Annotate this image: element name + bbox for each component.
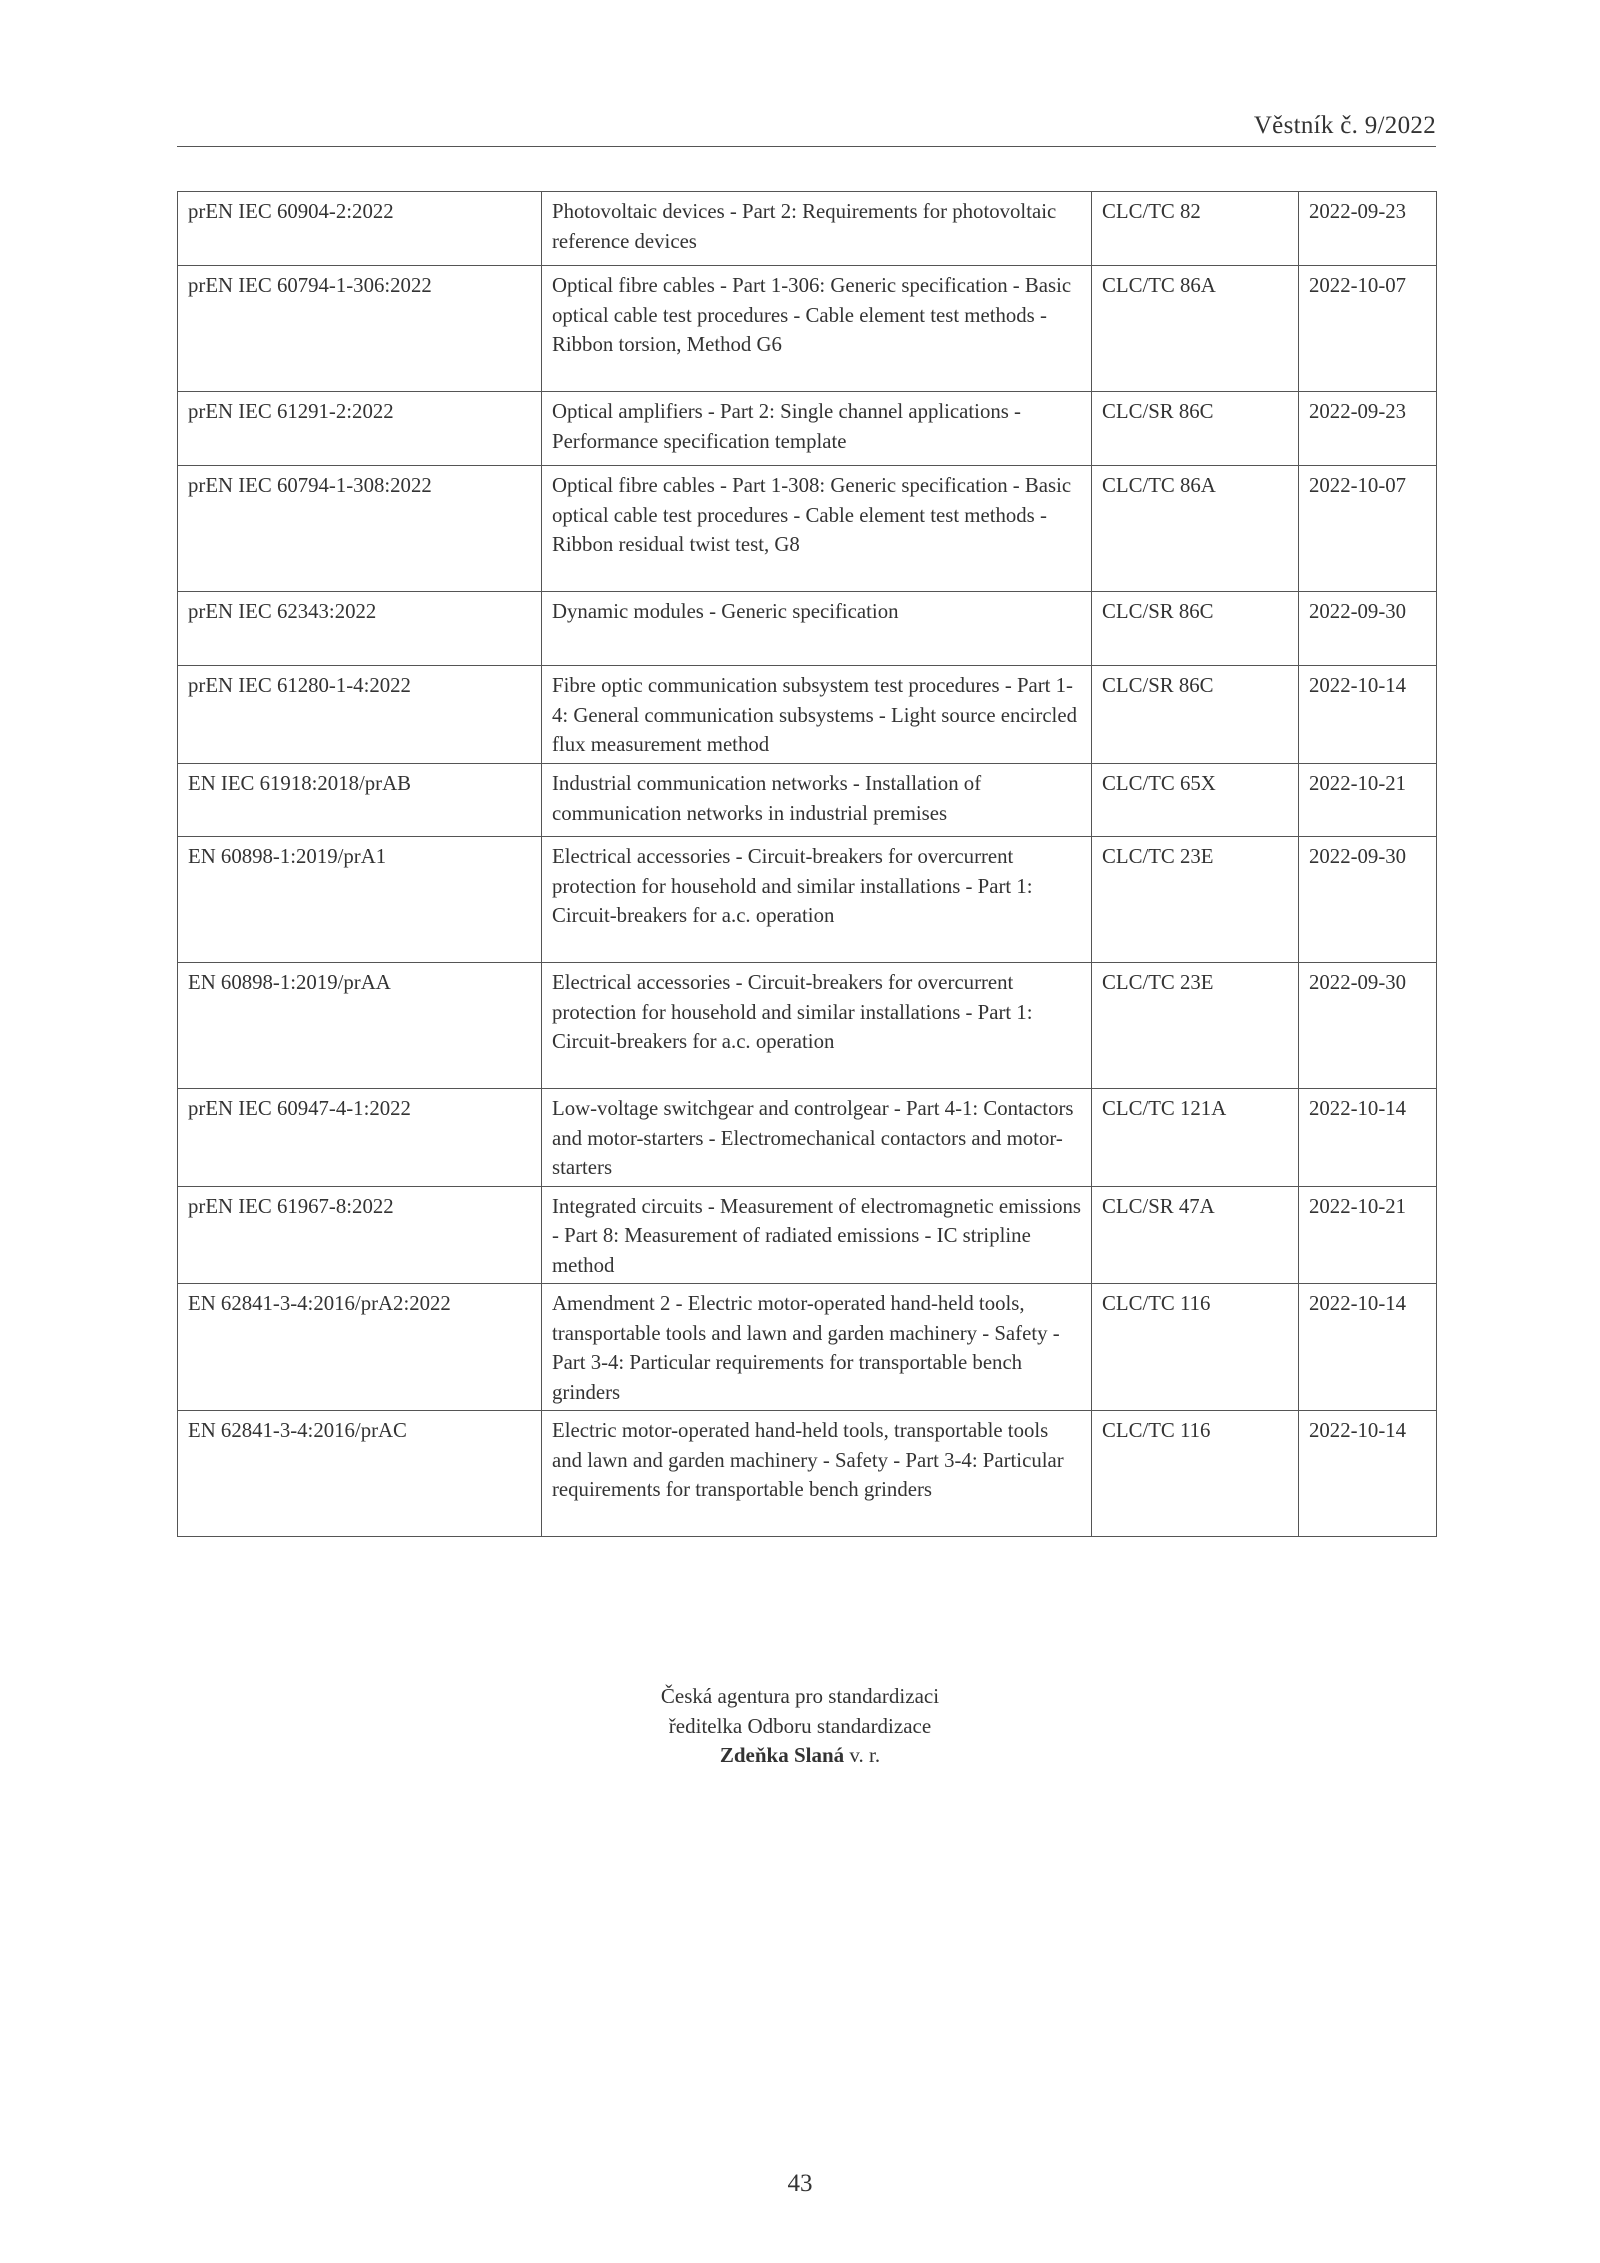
technical-committee: CLC/SR 86C: [1092, 392, 1299, 466]
standard-title: Optical fibre cables - Part 1-308: Generic specification - Basic optical cable test procedures - Cable element test methods - Ribbon residual twist test, G8: [542, 466, 1092, 592]
table-row: [178, 837, 1437, 963]
table-row: [178, 666, 1437, 764]
table-row: [178, 192, 1437, 266]
standard-code: prEN IEC 60794-1-308:2022: [178, 466, 542, 592]
standard-code: EN 60898-1:2019/prAA: [178, 963, 542, 1089]
standard-code: prEN IEC 60947-4-1:2022: [178, 1089, 542, 1187]
table-row: [178, 392, 1437, 466]
standard-code: EN 62841-3-4:2016/prA2:2022: [178, 1284, 542, 1411]
standard-title: Dynamic modules - Generic specification: [542, 592, 1092, 666]
table-row: [178, 266, 1437, 392]
standard-title: Electrical accessories - Circuit-breakers for overcurrent protection for household and similar installations - Part 1: Circuit-breakers for a.c. operation: [542, 837, 1092, 963]
deadline-date: 2022-10-21: [1299, 764, 1437, 837]
technical-committee: CLC/TC 65X: [1092, 764, 1299, 837]
page-header: [177, 112, 1436, 147]
standard-title: Fibre optic communication subsystem test procedures - Part 1-4: General communication subsystems - Light source encircled flux measurement method: [542, 666, 1092, 764]
deadline-date: 2022-09-30: [1299, 592, 1437, 666]
standard-code: prEN IEC 62343:2022: [178, 592, 542, 666]
table-row: [178, 592, 1437, 666]
deadline-date: 2022-10-07: [1299, 266, 1437, 392]
standard-title: Electrical accessories - Circuit-breakers for overcurrent protection for household and similar installations - Part 1: Circuit-breakers for a.c. operation: [542, 963, 1092, 1089]
signatory-role: ředitelka Odboru standardizace: [668, 1713, 932, 1738]
signature-block: [0, 1682, 1600, 1771]
deadline-date: 2022-10-14: [1299, 1089, 1437, 1187]
standard-title: Electric motor-operated hand-held tools, transportable tools and lawn and garden machinery - Safety - Part 3-4: Particular requirements for transportable bench grinders: [542, 1411, 1092, 1537]
table-row: [178, 963, 1437, 1089]
standards-table: [177, 191, 1437, 1537]
technical-committee: CLC/SR 47A: [1092, 1186, 1299, 1284]
bulletin-title: Věstník č. 9/2022: [1253, 112, 1436, 139]
technical-committee: CLC/TC 86A: [1092, 266, 1299, 392]
technical-committee: CLC/SR 86C: [1092, 666, 1299, 764]
deadline-date: 2022-09-23: [1299, 192, 1437, 266]
signatory-name: Zdeňka Slaná: [719, 1743, 845, 1767]
standard-code: prEN IEC 60904-2:2022: [178, 192, 542, 266]
standard-title: Photovoltaic devices - Part 2: Requirements for photovoltaic reference devices: [542, 192, 1092, 266]
deadline-date: 2022-10-14: [1299, 666, 1437, 764]
standard-title: Amendment 2 - Electric motor-operated hand-held tools, transportable tools and lawn and garden machinery - Safety - Part 3-4: Particular requirements for transportable bench grinders: [542, 1284, 1092, 1411]
technical-committee: CLC/TC 23E: [1092, 963, 1299, 1089]
table-row: [178, 1411, 1437, 1537]
standard-title: Industrial communication networks - Installation of communication networks in industrial premises: [542, 764, 1092, 837]
table-row: [178, 1284, 1437, 1411]
technical-committee: CLC/TC 116: [1092, 1284, 1299, 1411]
standard-code: prEN IEC 61280-1-4:2022: [178, 666, 542, 764]
standard-code: EN 60898-1:2019/prA1: [178, 837, 542, 963]
agency-name: Česká agentura pro standardizaci: [660, 1684, 940, 1708]
page-number: 43: [787, 2170, 813, 2197]
standard-code: EN 62841-3-4:2016/prAC: [178, 1411, 542, 1537]
deadline-date: 2022-10-14: [1299, 1284, 1437, 1411]
deadline-date: 2022-10-14: [1299, 1411, 1437, 1537]
technical-committee: CLC/TC 23E: [1092, 837, 1299, 963]
deadline-date: 2022-09-30: [1299, 837, 1437, 963]
technical-committee: CLC/TC 121A: [1092, 1089, 1299, 1187]
deadline-date: 2022-09-23: [1299, 392, 1437, 466]
deadline-date: 2022-09-30: [1299, 963, 1437, 1089]
standard-title: Low-voltage switchgear and controlgear - Part 4-1: Contactors and motor-starters - Electromechanical contactors and motor-starters: [542, 1089, 1092, 1187]
signature-suffix: v. r.: [844, 1743, 881, 1767]
technical-committee: CLC/TC 86A: [1092, 466, 1299, 592]
standard-code: prEN IEC 61967-8:2022: [178, 1186, 542, 1284]
signatory-line: [0, 1741, 1600, 1771]
deadline-date: 2022-10-21: [1299, 1186, 1437, 1284]
technical-committee: CLC/TC 116: [1092, 1411, 1299, 1537]
technical-committee: CLC/SR 86C: [1092, 592, 1299, 666]
standard-code: EN IEC 61918:2018/prAB: [178, 764, 542, 837]
standard-title: Integrated circuits - Measurement of electromagnetic emissions - Part 8: Measurement of radiated emissions - IC stripline method: [542, 1186, 1092, 1284]
table-row: [178, 466, 1437, 592]
standard-code: prEN IEC 61291-2:2022: [178, 392, 542, 466]
deadline-date: 2022-10-07: [1299, 466, 1437, 592]
standard-title: Optical amplifiers - Part 2: Single channel applications - Performance specification template: [542, 392, 1092, 466]
standard-code: prEN IEC 60794-1-306:2022: [178, 266, 542, 392]
standard-title: Optical fibre cables - Part 1-306: Generic specification - Basic optical cable test procedures - Cable element test methods - Ribbon torsion, Method G6: [542, 266, 1092, 392]
technical-committee: CLC/TC 82: [1092, 192, 1299, 266]
table-row: [178, 1089, 1437, 1187]
table-row: [178, 1186, 1437, 1284]
table-row: [178, 764, 1437, 837]
